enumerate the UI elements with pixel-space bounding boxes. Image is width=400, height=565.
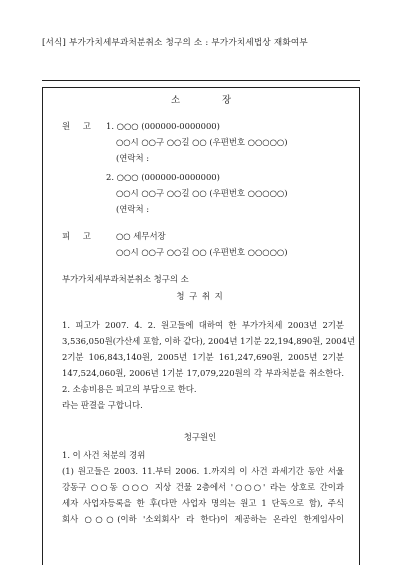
- reason-title: 청구원인: [183, 432, 217, 442]
- title-char-right: 장: [222, 95, 233, 106]
- reason-line-4: 회사 ○○○(이하 '소외회사' 라 한다)이 제공하는 온라인 한게임사이: [62, 514, 344, 524]
- top-divider: [42, 80, 360, 81]
- plaintiff2-name: 2. ○○○ (000000-0000000): [106, 172, 220, 182]
- defendant-label: 피 고: [62, 231, 91, 241]
- claim-line-2: 3,536,050원(가산세 포함, 이하 같다), 2004년 1기분 22,194,890원, 2004년: [62, 336, 356, 346]
- defendant-address: ○○시 ○○구 ○○길 ○○ (우편번호 ○○○○○): [116, 247, 288, 257]
- reason-line-2: 강동구 ○○동 ○○○ 지상 건물 2층에서 '○○○' 라는 상호로 간이과: [62, 482, 344, 492]
- plaintiff2-address: ○○시 ○○구 ○○길 ○○ (우편번호 ○○○○○): [116, 188, 288, 198]
- plaintiff1-address: ○○시 ○○구 ○○길 ○○ (우편번호 ○○○○○): [116, 137, 288, 147]
- claim-line-6: 라는 판결을 구합니다.: [62, 400, 143, 410]
- plaintiff2-contact: (연락처 :: [116, 204, 150, 214]
- claim-line-4: 147,524,060원, 2006년 1기분 17,079,220원의 각 부과처분을 취소한다.: [62, 368, 344, 378]
- claim-line-1: 1. 피고가 2007. 4. 2. 원고들에 대하여 한 부가가치세 2003년 2기분: [62, 320, 344, 330]
- claim-title: 청 구 취 지: [176, 291, 224, 301]
- plaintiff1-name: 1. ○○○ (000000-0000000): [106, 121, 220, 131]
- claim-line-3: 2기분 106,843,140원, 2005년 1기분 161,247,690원, 2005년 2기분: [62, 352, 344, 362]
- reason-line-1: (1) 원고들은 2003. 11.부터 2006. 1.까지의 이 사건 과세기간 동안 서울: [62, 466, 344, 476]
- reason-line-3: 세자 사업자등록을 한 후(다만 사업자 명의는 원고 1 단독으로 함), 주식: [62, 498, 344, 508]
- claim-line-5: 2. 소송비용은 피고의 부담으로 한다.: [62, 384, 197, 394]
- plaintiff-label: 원 고: [62, 121, 91, 131]
- title-char-left: 소: [171, 95, 182, 106]
- defendant-name: ○○ 세무서장: [116, 231, 166, 241]
- case-name: 부가가치세부과처분취소 청구의 소: [62, 274, 189, 284]
- plaintiff1-contact: (연락처 :: [116, 153, 150, 163]
- document-header: [서식] 부가가치세부과처분취소 청구의 소 : 부가가치세법상 재화여부: [42, 38, 308, 48]
- reason-section-heading: 1. 이 사건 처분의 경위: [62, 450, 146, 460]
